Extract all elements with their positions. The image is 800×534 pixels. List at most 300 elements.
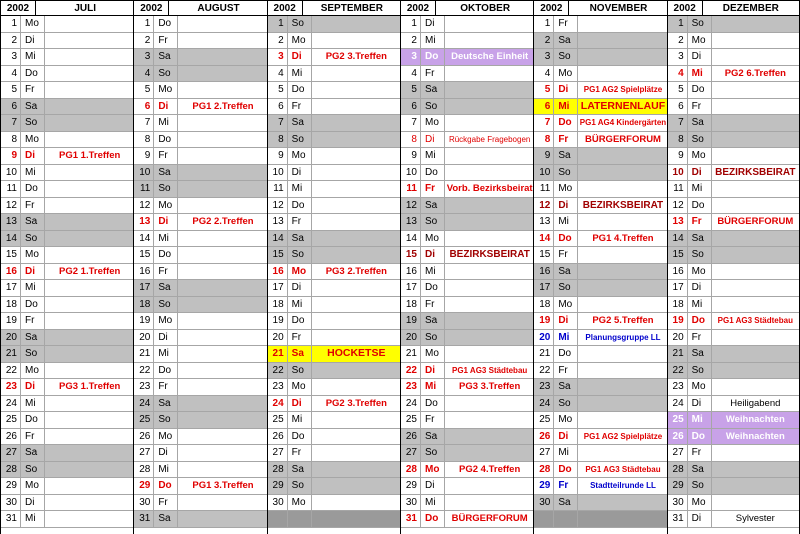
weekday: Fr [554,247,578,263]
day-row[interactable] [268,115,401,132]
day-row[interactable] [401,66,534,83]
event-label [312,148,401,164]
weekday: So [154,412,178,428]
weekday: Mo [421,115,445,131]
day-number: 30 [268,495,288,511]
day-number: 17 [268,280,288,296]
event-label: Rückgabe Fragebogen [448,134,531,144]
event-label: PG3 1.Treffen [59,381,121,392]
day-number: 12 [268,198,288,214]
weekday: Di [421,132,445,148]
weekday: So [688,478,712,494]
day-row[interactable] [1,280,134,297]
day-row[interactable] [534,429,667,446]
day-row[interactable] [134,148,267,165]
weekday: Do [154,247,178,263]
day-row[interactable] [401,412,534,429]
event-label [712,231,799,247]
day-row[interactable] [668,33,799,50]
day-row[interactable] [668,214,799,231]
day-row[interactable] [134,115,267,132]
day-row[interactable] [1,445,134,462]
day-row[interactable] [534,264,667,281]
weekday: So [21,115,45,131]
weekday: Sa [421,429,445,445]
day-row[interactable] [401,280,534,297]
day-row[interactable] [668,396,799,413]
weekday: Mi [21,396,45,412]
weekday: So [288,478,312,494]
day-row[interactable] [134,396,267,413]
day-row[interactable] [668,49,799,66]
day-number: 29 [1,478,21,494]
day-row[interactable] [668,132,799,149]
day-row[interactable] [1,16,134,33]
day-row[interactable] [134,363,267,380]
day-row[interactable] [134,181,267,198]
day-row[interactable] [268,82,401,99]
day-row[interactable] [268,297,401,314]
day-number: 29 [401,478,421,494]
day-row[interactable] [534,82,667,99]
day-row[interactable] [534,99,667,116]
day-row[interactable] [401,379,534,396]
day-row[interactable] [668,297,799,314]
day-row[interactable] [268,66,401,83]
day-row[interactable] [1,247,134,264]
day-number: 26 [268,429,288,445]
day-row[interactable] [1,346,134,363]
day-row[interactable] [268,165,401,182]
event-label [178,231,267,247]
day-row[interactable] [534,462,667,479]
day-row[interactable] [268,264,401,281]
month-header [668,0,799,16]
day-number: 2 [534,33,554,49]
event-label: PG3 3.Treffen [459,381,521,392]
day-row[interactable] [134,330,267,347]
day-row[interactable] [134,313,267,330]
day-row[interactable] [268,214,401,231]
day-row[interactable] [401,247,534,264]
day-row[interactable] [534,297,667,314]
day-row[interactable] [268,181,401,198]
day-row[interactable] [268,16,401,33]
month-column-oktober [400,0,534,534]
day-row[interactable] [401,115,534,132]
event-label [45,247,134,263]
weekday: Fr [688,330,712,346]
day-row[interactable] [668,379,799,396]
day-row[interactable] [1,478,134,495]
day-row[interactable] [534,495,667,512]
day-row[interactable] [668,280,799,297]
day-row[interactable] [1,412,134,429]
event-label [578,214,667,230]
day-row[interactable] [534,33,667,50]
day-row[interactable] [668,313,799,330]
event-label [178,66,267,82]
weekday: Di [288,396,312,412]
weekday: Fr [688,99,712,115]
day-row[interactable] [268,478,401,495]
day-row[interactable] [268,33,401,50]
day-row[interactable] [668,511,799,528]
day-row[interactable] [534,49,667,66]
day-row[interactable] [1,214,134,231]
day-row[interactable] [268,231,401,248]
day-row[interactable] [1,49,134,66]
day-row[interactable] [1,297,134,314]
weekday: Do [421,165,445,181]
event-label [445,495,534,511]
weekday: Fr [554,132,578,148]
day-row[interactable] [1,313,134,330]
day-number: 22 [268,363,288,379]
day-number: 6 [1,99,21,115]
day-number: 27 [534,445,554,461]
day-row[interactable] [668,247,799,264]
day-row[interactable] [401,231,534,248]
day-number: 7 [534,115,554,131]
event-label [45,181,134,197]
day-row[interactable] [668,412,799,429]
weekday: Mi [421,148,445,164]
day-row[interactable] [401,16,534,33]
day-row[interactable] [268,198,401,215]
day-number: 23 [268,379,288,395]
weekday: Mi [288,412,312,428]
day-row[interactable] [534,231,667,248]
day-row[interactable] [134,280,267,297]
day-row[interactable] [668,66,799,83]
day-row[interactable] [1,462,134,479]
month-column-november [533,0,667,534]
day-row[interactable] [268,462,401,479]
weekday: Mi [21,165,45,181]
day-row[interactable] [668,115,799,132]
day-row[interactable] [668,429,799,446]
weekday: Mo [21,478,45,494]
weekday: Sa [288,231,312,247]
weekday: Di [21,148,45,164]
day-row[interactable] [268,396,401,413]
day-row[interactable] [534,445,667,462]
event-label [578,445,667,461]
weekday: Sa [688,462,712,478]
day-row[interactable] [1,66,134,83]
day-number: 8 [1,132,21,148]
day-row[interactable] [134,346,267,363]
day-row[interactable] [1,495,134,512]
day-row[interactable] [668,99,799,116]
day-row[interactable] [268,511,401,528]
day-row[interactable] [668,346,799,363]
day-number: 19 [401,313,421,329]
day-number: 23 [1,379,21,395]
event-label [178,495,267,511]
day-number: 27 [668,445,688,461]
event-label [445,66,534,82]
day-row[interactable] [1,511,134,528]
event-label [312,231,401,247]
day-number [268,511,288,527]
weekday: Mi [154,462,178,478]
day-row[interactable] [401,495,534,512]
day-row[interactable] [401,132,534,149]
day-row[interactable] [1,115,134,132]
day-row[interactable] [134,231,267,248]
day-row[interactable] [1,148,134,165]
day-row[interactable] [534,396,667,413]
day-row[interactable] [534,330,667,347]
day-row[interactable] [534,66,667,83]
day-row[interactable] [1,99,134,116]
day-row[interactable] [268,495,401,512]
event-label [45,99,134,115]
day-number: 22 [668,363,688,379]
event-label [712,264,799,280]
day-row[interactable] [401,148,534,165]
event-label [178,429,267,445]
event-label [712,247,799,263]
day-number: 26 [134,429,154,445]
day-row[interactable] [534,313,667,330]
event-label [578,148,667,164]
day-row[interactable] [134,511,267,528]
weekday: Mo [288,264,312,280]
weekday: Mo [21,247,45,263]
event-label [445,478,534,494]
day-row[interactable] [134,198,267,215]
event-label [712,115,799,131]
day-row[interactable] [534,247,667,264]
day-row[interactable] [668,445,799,462]
day-row[interactable] [534,214,667,231]
event-label [312,280,401,296]
day-row[interactable] [401,49,534,66]
day-number: 7 [401,115,421,131]
day-row[interactable] [401,165,534,182]
day-number: 14 [401,231,421,247]
day-row[interactable] [668,198,799,215]
day-row[interactable] [534,165,667,182]
day-row[interactable] [1,165,134,182]
day-row[interactable] [134,66,267,83]
day-row[interactable] [1,379,134,396]
day-row[interactable] [668,330,799,347]
day-row[interactable] [668,363,799,380]
day-row[interactable] [401,429,534,446]
day-row[interactable] [268,445,401,462]
day-row[interactable] [134,99,267,116]
day-row[interactable] [401,478,534,495]
day-row[interactable] [668,181,799,198]
month-header [134,0,267,16]
day-row[interactable] [134,379,267,396]
day-row[interactable] [401,264,534,281]
event-label [712,462,799,478]
day-row[interactable] [668,148,799,165]
event-label [45,214,134,230]
weekday: So [688,16,712,32]
event-label [578,396,667,412]
day-row[interactable] [1,363,134,380]
weekday: Sa [288,115,312,131]
day-row[interactable] [534,478,667,495]
day-row[interactable] [534,363,667,380]
day-number: 23 [401,379,421,395]
weekday: Do [688,198,712,214]
day-row[interactable] [401,99,534,116]
day-row[interactable] [268,330,401,347]
day-row[interactable] [268,99,401,116]
day-row[interactable] [134,247,267,264]
day-row[interactable] [134,33,267,50]
day-row[interactable] [1,330,134,347]
day-number: 24 [534,396,554,412]
event-label: PG2 6.Treffen [724,67,786,79]
weekday: Do [154,16,178,32]
day-row[interactable] [268,148,401,165]
day-row[interactable] [668,165,799,182]
day-row[interactable] [134,49,267,66]
day-row[interactable] [401,330,534,347]
day-row[interactable] [401,33,534,50]
day-row[interactable] [134,82,267,99]
day-row[interactable] [268,346,401,363]
day-row[interactable] [534,280,667,297]
weekday: Fr [421,181,445,197]
day-number: 21 [668,346,688,362]
event-label [312,16,401,32]
day-row[interactable] [268,280,401,297]
day-row[interactable] [268,132,401,149]
weekday: Do [21,66,45,82]
day-row[interactable] [401,214,534,231]
weekday: Sa [154,165,178,181]
weekday: Mo [688,148,712,164]
day-row[interactable] [401,511,534,528]
event-label [312,165,401,181]
day-row[interactable] [534,115,667,132]
day-row[interactable] [134,429,267,446]
day-row[interactable] [401,181,534,198]
weekday: Fr [421,297,445,313]
day-row[interactable] [534,181,667,198]
day-row[interactable] [134,16,267,33]
day-row[interactable] [534,148,667,165]
day-row[interactable] [1,181,134,198]
day-row[interactable] [1,231,134,248]
day-row[interactable] [1,264,134,281]
event-label [178,148,267,164]
day-row[interactable] [401,363,534,380]
day-row[interactable] [1,82,134,99]
day-row[interactable] [268,247,401,264]
day-row[interactable] [534,511,667,528]
event-label: PG1 AG2 Spielplätze [583,431,663,441]
day-row[interactable] [134,478,267,495]
day-number: 18 [1,297,21,313]
day-row[interactable] [134,445,267,462]
day-row[interactable] [534,346,667,363]
weekday: Di [554,198,578,214]
day-row[interactable] [134,297,267,314]
day-row[interactable] [668,82,799,99]
weekday: Mo [421,231,445,247]
day-row[interactable] [134,412,267,429]
day-number: 28 [268,462,288,478]
day-row[interactable] [534,379,667,396]
day-row[interactable] [268,379,401,396]
day-row[interactable] [668,16,799,33]
day-row[interactable] [401,396,534,413]
weekday: So [421,330,445,346]
day-row[interactable] [401,313,534,330]
day-row[interactable] [668,495,799,512]
weekday: Do [554,231,578,247]
day-row[interactable] [268,313,401,330]
day-row[interactable] [268,412,401,429]
event-label [578,165,667,181]
day-row[interactable] [268,363,401,380]
weekday: Sa [688,115,712,131]
day-row[interactable] [668,462,799,479]
day-row[interactable] [1,132,134,149]
day-row[interactable] [534,412,667,429]
event-label [178,181,267,197]
day-row[interactable] [1,198,134,215]
day-row[interactable] [534,132,667,149]
day-row[interactable] [134,165,267,182]
day-row[interactable] [401,82,534,99]
day-row[interactable] [401,445,534,462]
weekday: Di [154,330,178,346]
event-label [445,82,534,98]
day-row[interactable] [1,33,134,50]
day-row[interactable] [401,346,534,363]
day-number: 10 [668,165,688,181]
day-row[interactable] [134,132,267,149]
day-row[interactable] [534,16,667,33]
day-row[interactable] [401,198,534,215]
event-label [578,33,667,49]
day-row[interactable] [268,49,401,66]
day-number: 19 [668,313,688,329]
day-number: 10 [534,165,554,181]
weekday: Sa [421,198,445,214]
day-row[interactable] [134,462,267,479]
day-number: 3 [268,49,288,65]
day-row[interactable] [668,231,799,248]
day-row[interactable] [134,264,267,281]
day-row[interactable] [1,429,134,446]
day-row[interactable] [668,478,799,495]
day-row[interactable] [668,264,799,281]
day-row[interactable] [534,198,667,215]
event-label: BÜRGERFORUM [717,216,794,227]
day-row[interactable] [401,462,534,479]
day-row[interactable] [401,297,534,314]
day-row[interactable] [268,429,401,446]
day-row[interactable] [134,214,267,231]
day-row[interactable] [134,495,267,512]
event-label: PG2 4.Treffen [459,463,521,475]
event-label [578,379,667,395]
day-row[interactable] [1,396,134,413]
event-label: PG1 2.Treffen [192,100,254,112]
